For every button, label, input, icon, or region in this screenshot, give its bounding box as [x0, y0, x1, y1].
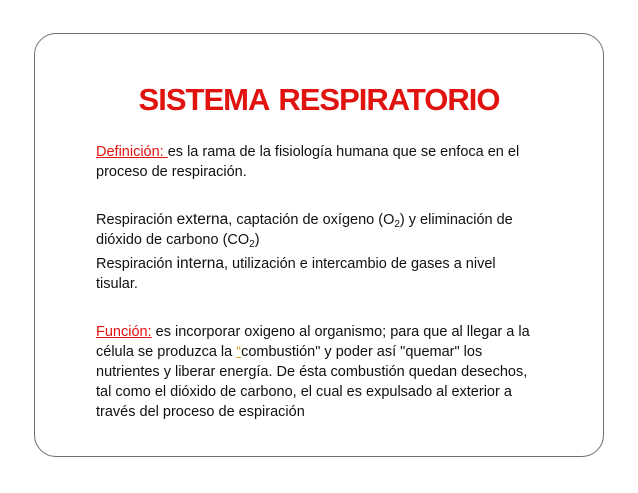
function-line-2 — [96, 342, 576, 362]
function-label: Función: — [96, 324, 152, 340]
external-line-2 — [96, 230, 576, 250]
co2-subscript: 2 — [249, 239, 255, 250]
function-text-2b: combustión" y poder así "quemar" los — [241, 344, 483, 360]
function-paragraph — [96, 322, 576, 422]
external-prefix: Respiración — [96, 212, 177, 228]
internal-text: , utilización e intercambio de gases a nivel — [224, 256, 496, 272]
function-line-4: tal como el dióxido de carbono, el cual es expulsado al exterior a — [96, 384, 512, 400]
internal-line-1 — [96, 254, 576, 274]
function-line-3: nutrientes y liberar energía. De ésta combustión quedan desechos, — [96, 364, 528, 380]
function-line-1 — [96, 322, 576, 342]
external-respiration-paragraph — [96, 210, 576, 250]
external-text-c: dióxido de carbono (CO — [96, 232, 250, 248]
external-keyword: externa — [176, 211, 229, 228]
internal-prefix: Respiración — [96, 256, 177, 272]
definition-line-2: proceso de respiración. — [96, 164, 247, 180]
title-word-sistema: SISTEMA — [138, 82, 270, 117]
oxygen-subscript: 2 — [394, 219, 400, 230]
external-line-1 — [96, 210, 576, 230]
definition-line-1 — [96, 142, 576, 162]
internal-keyword: interna — [176, 255, 224, 272]
function-text-2a: célula se produzca la — [96, 344, 237, 360]
external-text-a: , captación de oxígeno (O — [228, 212, 395, 228]
internal-respiration-paragraph — [96, 254, 576, 294]
external-text-b: ) y eliminación de — [399, 212, 513, 228]
function-line-5: través del proceso de espiración — [96, 404, 305, 420]
function-text-1: es incorporar oxigeno al organismo; para que al llegar a la — [151, 324, 530, 340]
definition-label: Definición: — [96, 144, 168, 160]
slide-title — [0, 82, 638, 118]
function-open-quote: “ — [236, 344, 242, 360]
definition-text-1: es la rama de la fisiología humana que se enfoca en el — [167, 144, 520, 160]
internal-line-2: tisular. — [96, 276, 138, 292]
title-word-respiratorio: RESPIRATORIO — [278, 82, 500, 117]
external-text-d: ) — [254, 232, 260, 248]
definition-paragraph — [96, 142, 576, 182]
